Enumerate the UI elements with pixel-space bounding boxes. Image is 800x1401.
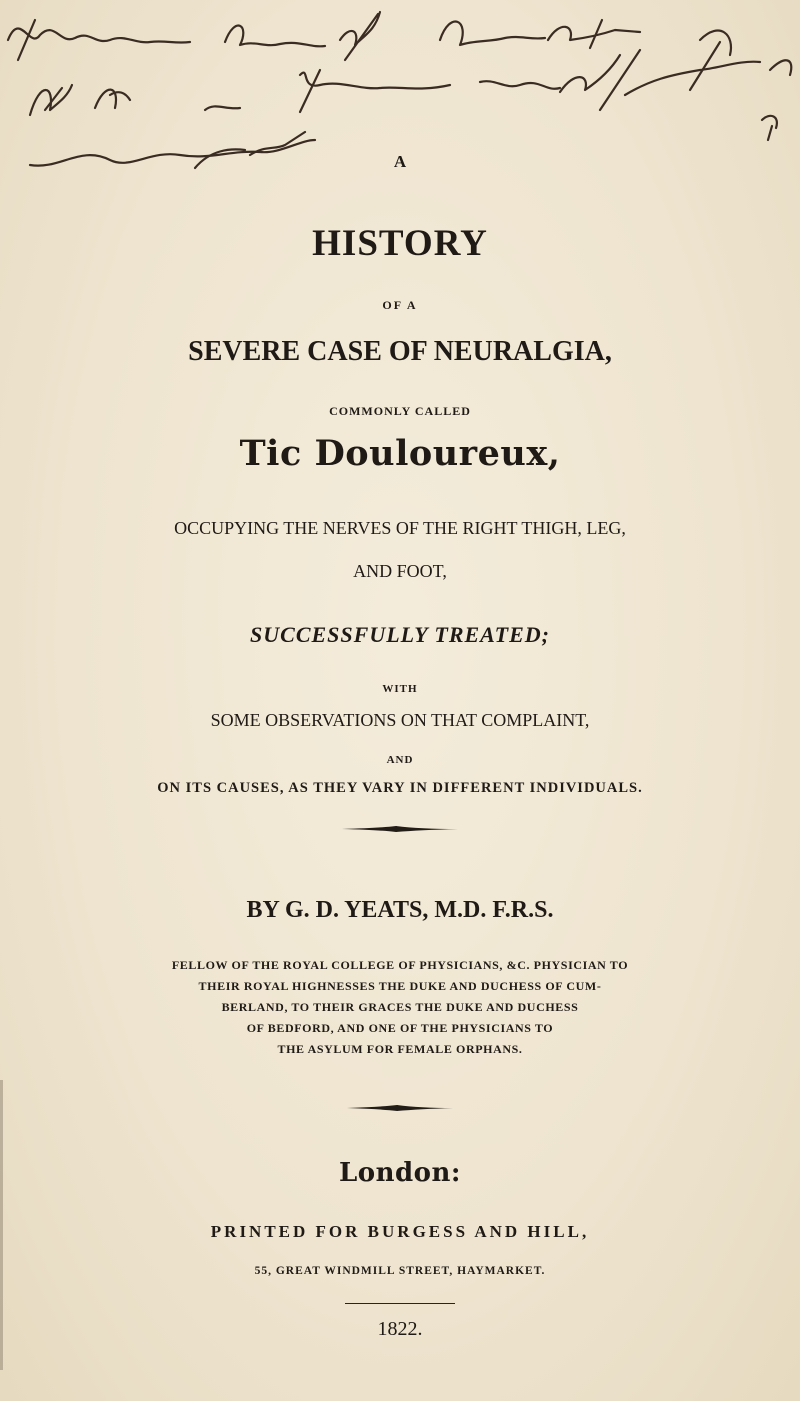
imprint-printer: PRINTED FOR BURGESS AND HILL,: [210, 1222, 590, 1241]
credentials-line-3: BERLAND, TO THEIR GRACES THE DUKE AND DUCHESS: [221, 1000, 579, 1014]
credentials-line-4: OF BEDFORD, AND ONE OF THE PHYSICIANS TO: [246, 1021, 554, 1035]
credentials-line-2: THEIR ROYAL HIGHNESSES THE DUKE AND DUCHESS OF CUM-: [198, 979, 602, 993]
ornamental-rule-top: [340, 823, 460, 835]
commonly-called: COMMONLY CALLED: [329, 404, 471, 418]
page-title: HISTORY: [312, 223, 488, 264]
treated-line: SUCCESSFULLY TREATED;: [250, 622, 550, 647]
disease-name: Tic Douloureux,: [239, 433, 561, 474]
and-line: AND: [386, 754, 414, 766]
occupying-line-2: AND FOOT,: [353, 561, 447, 581]
author-byline: BY G. D. YEATS, M.D. F.R.S.: [246, 897, 554, 923]
credentials-line-1: FELLOW OF THE ROYAL COLLEGE OF PHYSICIANS, &C. PHYSICIAN TO: [171, 958, 629, 972]
causes-line: ON ITS CAUSES, AS THEY VARY IN DIFFERENT INDIVIDUALS.: [157, 780, 643, 796]
title-article: A: [393, 152, 407, 171]
occupying-line-1: OCCUPYING THE NERVES OF THE RIGHT THIGH, LEG,: [174, 518, 626, 538]
title-subject: SEVERE CASE OF NEURALGIA,: [188, 336, 612, 367]
title-of-a: OF A: [382, 298, 418, 312]
ornamental-rule-bottom: [345, 1103, 455, 1113]
credentials-line-5: THE ASYLUM FOR FEMALE ORPHANS.: [277, 1042, 523, 1056]
imprint-year: 1822.: [377, 1318, 423, 1340]
imprint-divider: [345, 1303, 455, 1304]
imprint-city: London:: [338, 1158, 462, 1188]
imprint-address: 55, GREAT WINDMILL STREET, HAYMARKET.: [254, 1265, 546, 1277]
observations-line: SOME OBSERVATIONS ON THAT COMPLAINT,: [210, 710, 590, 730]
with-line: WITH: [382, 683, 418, 695]
